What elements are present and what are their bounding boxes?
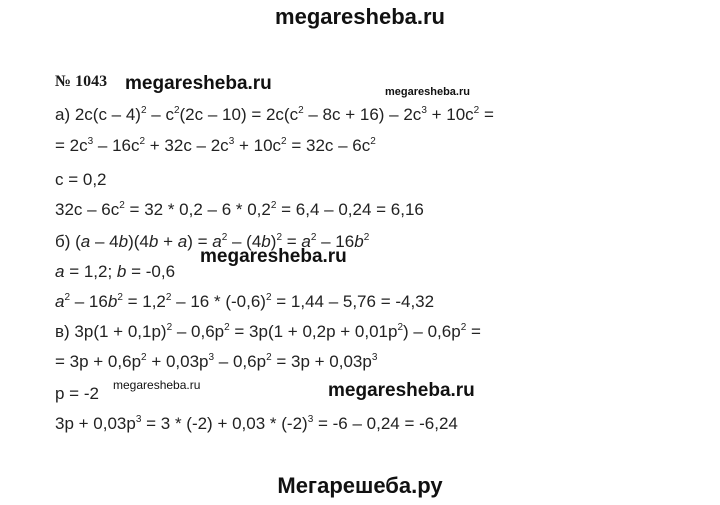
solution-line: $a^2 - 16b^2 = 1,2^2 - 16 * (-0,6)^2 = 1,44 - 5,76 = -4,32$ bbox=[55, 292, 435, 311]
solution-line: б) $(a - 4b)(4b + a) = a^2 - (4b)^2 = a^2 - 16b^2$ bbox=[55, 232, 370, 251]
solution-line: a = 1,2; b = -0,6 bbox=[55, 262, 176, 281]
solution-line: $32c - 6c^2 = 32 * 0,2 - 6 * 0,2^2 = 6,4 - 0,24 = 6,16$ bbox=[55, 200, 424, 219]
watermark-middle: megaresheba.ru bbox=[200, 246, 347, 267]
solution-line: а) $2c(c - 4)^2 - c^2(2c - 10) = 2c(c^2 - 8c + 16) - 2c^3 + 10c^2$ = bbox=[55, 105, 494, 124]
watermark-lower-right: megaresheba.ru bbox=[328, 380, 475, 401]
watermark-inline-large: megaresheba.ru bbox=[125, 73, 272, 94]
solution-line: в) $3p(1 + 0,1p)^2 - 0,6p^2 = 3p(1 + 0,2p + 0,01p^2) - 0,6p^2$ = bbox=[55, 322, 481, 341]
solution-line: p = -2 bbox=[55, 384, 99, 403]
problem-number: № 1043 bbox=[55, 73, 108, 90]
watermark-bottom: Мегарешеба.ру bbox=[277, 473, 443, 498]
solution-line: c = 0,2 bbox=[55, 170, 107, 189]
watermark-small-lower: megaresheba.ru bbox=[113, 378, 201, 392]
solution-line: = $2c^3 - 16c^2 + 32c - 2c^3 + 10c^2 = 32c - 6c^2$ bbox=[55, 136, 376, 155]
solution-line: = $3p + 0,6p^2 + 0,03p^3 - 0,6p^2 = 3p + 0,03p^3$ bbox=[55, 352, 378, 371]
solution-line: $3p + 0,03p^3 = 3 * (-2) + 0,03 * (-2)^3 = -6 - 0,24 = -6,24$ bbox=[55, 414, 458, 433]
watermark-top: megaresheba.ru bbox=[275, 4, 445, 29]
watermark-inline-small: megaresheba.ru bbox=[385, 86, 470, 98]
